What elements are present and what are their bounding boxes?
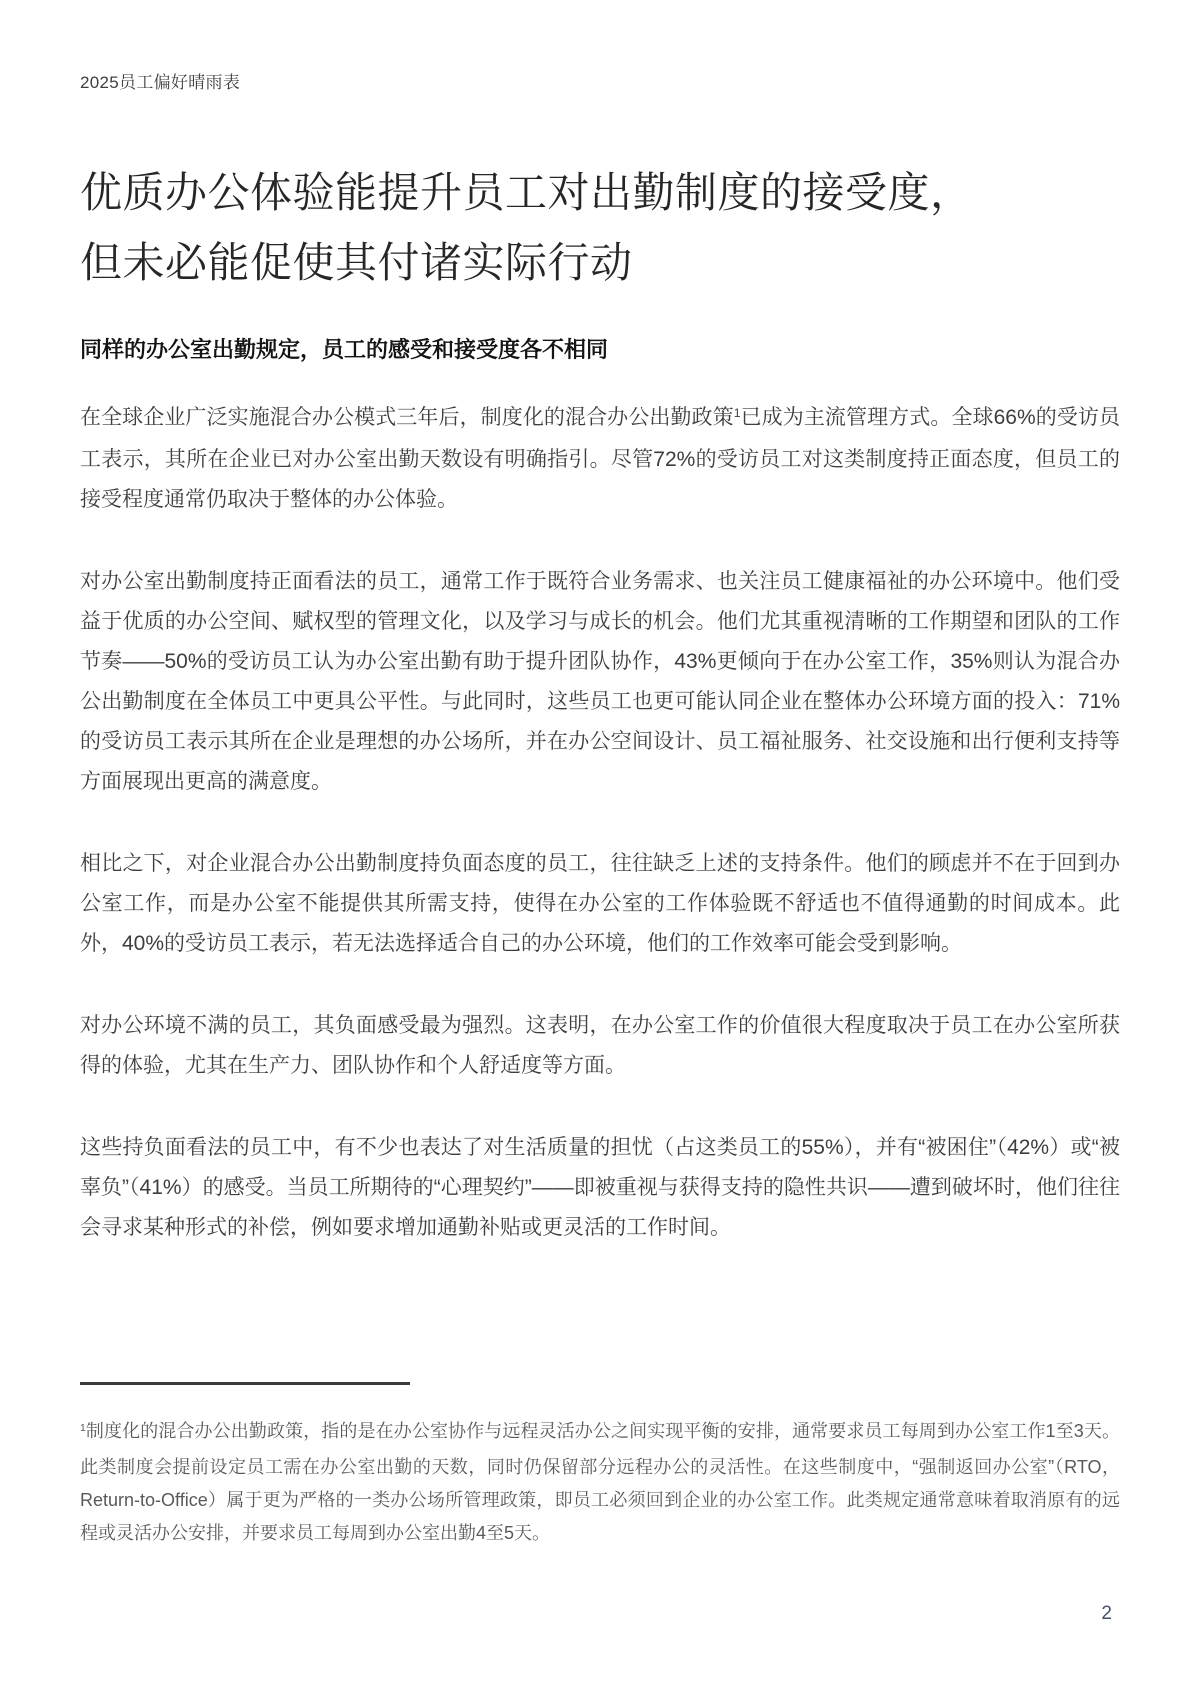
paragraph-2: 对办公室出勤制度持正面看法的员工，通常工作于既符合业务需求、也关注员工健康福祉的办公环境中。他们受益于优质的办公空间、赋权型的管理文化，以及学习与成长的机会。他们尤其重视清晰的工作期望和团队的工作节奏——50%的受访员工认为办公室出勤有助于提升团队协作，43%更倾向于在办公室工作，35%则认为混合办公出勤制度在全体员工中更具公平性。与此同时，这些员工也更可能认同企业在整体办公环境方面的投入：71%的受访员工表示其所在企业是理想的办公场所，并在办公空间设计、员工福祉服务、社交设施和出行便利支持等方面展现出更高的满意度。: [80, 570, 1120, 793]
article-title-line-1: 优质办公体验能提升员工对出勤制度的接受度，: [80, 169, 973, 216]
running-header: [80, 0, 1120, 94]
footnote: [80, 1415, 1120, 1550]
article-title-line-2: 但未必能促使其付诸实际行动: [80, 239, 633, 286]
article-subtitle: 同样的办公室出勤规定，员工的感受和接受度各不相同: [80, 337, 609, 362]
article-body: [80, 398, 1120, 1248]
paragraph-5: 这些持负面看法的员工中，有不少也表达了对生活质量的担忧（占这类员工的55%），并有“被困住”（42%）或“被辜负”（41%）的感受。当员工所期待的“心理契约”——即被重视与获得支持的隐性共识——遭到破坏时，他们往往会寻求某种形式的补偿，例如要求增加通勤补贴或更灵活的工作时间。: [80, 1136, 1120, 1239]
footnote-divider: [80, 1382, 410, 1385]
running-header-text: 2025员工偏好晴雨表: [80, 73, 241, 92]
paragraph-1: [80, 398, 1120, 520]
footnote-reference-1: 1: [733, 406, 741, 421]
footnote-section: [80, 1382, 1120, 1550]
paragraph-4: 对办公环境不满的员工，其负面感受最为强烈。这表明，在办公室工作的价值很大程度取决于员工在办公室所获得的体验，尤其在生产力、团队协作和个人舒适度等方面。: [80, 1014, 1120, 1077]
footnote-text: 制度化的混合办公出勤政策，指的是在办公室协作与远程灵活办公之间实现平衡的安排，通常要求员工每周到办公室工作1至3天。此类制度会提前设定员工需在办公室出勤的天数，同时仍保留部分远程办公的灵活性。在这些制度中，“强制返回办公室”（RTO，Return-to-Office）属于更为严格的一类办公场所管理政策，即员工必须回到企业的办公室工作。此类规定通常意味着取消原有的远程或灵活办公安排，并要求员工每周到办公室出勤4至5天。: [80, 1421, 1120, 1543]
paragraph-3: 相比之下，对企业混合办公出勤制度持负面态度的员工，往往缺乏上述的支持条件。他们的顾虑并不在于回到办公室工作，而是办公室不能提供其所需支持，使得在办公室的工作体验既不舒适也不值得通勤的时间成本。此外，40%的受访员工表示，若无法选择适合自己的办公环境，他们的工作效率可能会受到影响。: [80, 852, 1120, 955]
footnote-marker-1: 1: [80, 1423, 86, 1435]
paragraph-1-text-before-footnote-ref: 在全球企业广泛实施混合办公模式三年后，制度化的混合办公出勤政策: [80, 406, 734, 429]
article-title: [80, 158, 1120, 298]
paragraph-1-text-after-footnote-ref: 已成为主流管理方式。全球66%的受访员工表示，其所在企业已对办公室出勤天数设有明确指引。尽管72%的受访员工对这类制度持正面态度，但员工的接受程度通常仍取决于整体的办公体验。: [80, 406, 1120, 511]
page-number: 2: [1101, 1603, 1112, 1624]
